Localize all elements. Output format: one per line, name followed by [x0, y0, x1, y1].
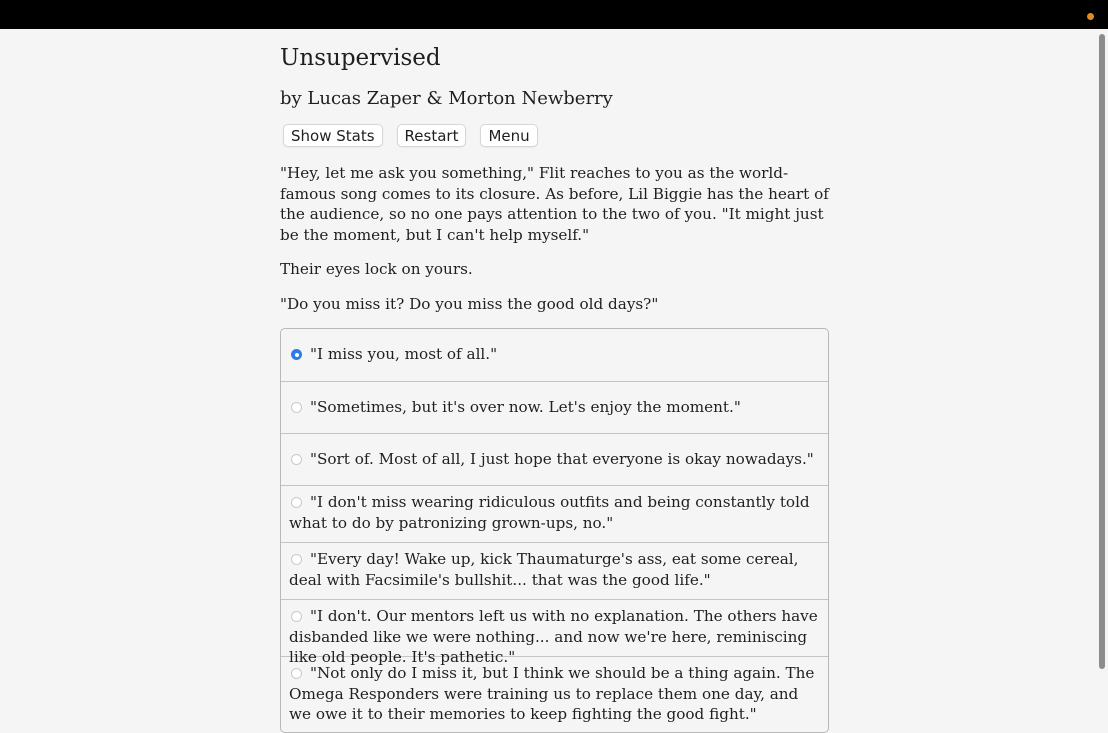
- choice-option[interactable]: [281, 542, 828, 599]
- choice-label: "I don't. Our mentors left us with no explanation. The others have disbanded like we were nothing... and now we're here, reminiscing like old people. It's pathetic.": [289, 607, 818, 666]
- show-stats-button[interactable]: Show Stats: [283, 124, 383, 147]
- radio-icon[interactable]: [291, 554, 302, 565]
- choice-label: "Not only do I miss it, but I think we should be a thing again. The Omega Responders were training us to replace them one day, and we owe it to their memories to keep fighting the good fight.": [289, 664, 815, 723]
- game-byline: by Lucas Zaper & Morton Newberry: [280, 88, 613, 109]
- story-paragraph: Their eyes lock on yours.: [280, 260, 473, 278]
- choice-label: "I miss you, most of all.": [310, 345, 498, 363]
- radio-icon[interactable]: [291, 402, 302, 413]
- game-content: [280, 40, 829, 733]
- choice-option[interactable]: [281, 433, 828, 485]
- window-top-bar: [0, 0, 1108, 29]
- choice-list: [280, 328, 829, 733]
- game-title: Unsupervised: [280, 45, 441, 71]
- choice-label: "Sometimes, but it's over now. Let's enjoy the moment.": [310, 398, 741, 416]
- radio-selected-icon[interactable]: [291, 349, 302, 360]
- scrollbar-thumb[interactable]: [1099, 34, 1105, 669]
- toolbar: [280, 124, 829, 147]
- story-text: [280, 163, 829, 314]
- radio-icon[interactable]: [291, 454, 302, 465]
- choice-option[interactable]: [281, 485, 828, 542]
- restart-button[interactable]: Restart: [397, 124, 467, 147]
- page-scrollbar[interactable]: [1096, 29, 1108, 720]
- story-paragraph: "Hey, let me ask you something," Flit reaches to you as the world-famous song comes to its closure. As before, Lil Biggie has the heart of the audience, so no one pays attention to the two of you. "It might just be the moment, but I can't help myself.": [280, 164, 829, 244]
- radio-icon[interactable]: [291, 668, 302, 679]
- status-dot-icon: [1087, 13, 1094, 20]
- choice-option[interactable]: [281, 656, 828, 732]
- choice-option[interactable]: [281, 329, 828, 381]
- choice-label: "I don't miss wearing ridiculous outfits and being constantly told what to do by patronizing grown-ups, no.": [289, 493, 810, 532]
- radio-icon[interactable]: [291, 611, 302, 622]
- story-paragraph: "Do you miss it? Do you miss the good old days?": [280, 294, 659, 313]
- choice-label: "Sort of. Most of all, I just hope that everyone is okay nowadays.": [310, 450, 814, 468]
- radio-icon[interactable]: [291, 497, 302, 508]
- menu-button[interactable]: Menu: [480, 124, 537, 147]
- choice-option[interactable]: [281, 381, 828, 433]
- choice-label: "Every day! Wake up, kick Thaumaturge's ass, eat some cereal, deal with Facsimile's bullshit... that was the good life.": [289, 550, 799, 589]
- choice-option[interactable]: [281, 599, 828, 666]
